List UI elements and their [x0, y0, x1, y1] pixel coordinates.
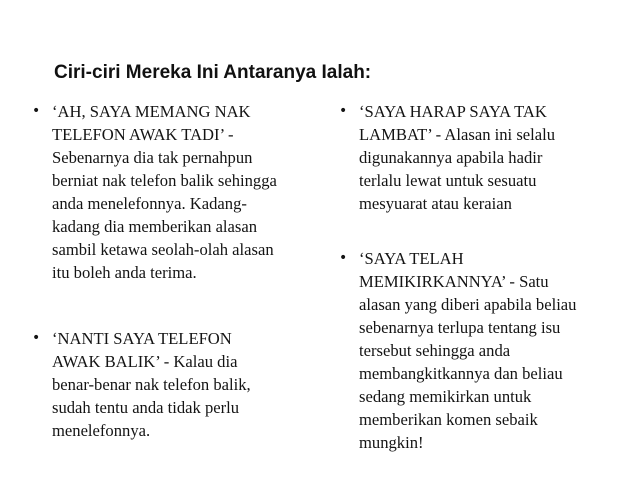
- bullet-text-line: memberikan komen sebaik: [359, 410, 538, 429]
- bullet-text-line: ‘NANTI SAYA TELEFON: [52, 329, 232, 348]
- bullet-item: [30, 100, 277, 284]
- bullet-text-line: TELEFON AWAK TADI’ -: [52, 125, 234, 144]
- bullet-text-line: MEMIKIRKANNYA’ - Satu: [359, 272, 549, 291]
- bullet-text-line: alasan yang diberi apabila beliau: [359, 295, 577, 314]
- bullet-text-line: Sebenarnya dia tak pernahpun: [52, 148, 253, 167]
- bullet-text-line: menelefonnya.: [52, 421, 151, 440]
- bullet-text-line: ‘SAYA TELAH: [359, 249, 464, 268]
- bullet-text-line: mungkin!: [359, 433, 424, 452]
- bullet-dot-icon: •: [32, 103, 41, 119]
- bullet-text-line: LAMBAT’ - Alasan ini selalu: [359, 125, 556, 144]
- bullet-item: [337, 100, 555, 215]
- bullet-text-line: benar-benar nak telefon balik,: [52, 375, 251, 394]
- bullet-text-line: mesyuarat atau keraian: [359, 194, 512, 213]
- bullet-text-line: berniat nak telefon balik sehingga: [52, 171, 277, 190]
- bullet-item: [337, 247, 576, 454]
- bullet-text-line: ‘AH, SAYA MEMANG NAK: [52, 102, 251, 121]
- bullet-text-line: AWAK BALIK’ - Kalau dia: [52, 352, 238, 371]
- bullet-text-line: terlalu lewat untuk sesuatu: [359, 171, 537, 190]
- bullet-text-line: anda menelefonnya. Kadang-: [52, 194, 247, 213]
- bullet-item: [30, 327, 251, 442]
- bullet-dot-icon: •: [339, 103, 348, 119]
- bullet-text-line: sudah tentu anda tidak perlu: [52, 398, 240, 417]
- bullet-text-line: sambil ketawa seolah-olah alasan: [52, 240, 274, 259]
- bullet-text-line: digunakannya apabila hadir: [359, 148, 543, 167]
- bullet-dot-icon: •: [339, 250, 348, 266]
- bullet-text-line: tersebut sehingga anda: [359, 341, 511, 360]
- bullet-text-line: sebenarnya terlupa tentang isu: [359, 318, 561, 337]
- bullet-text-line: itu boleh anda terima.: [52, 263, 197, 282]
- bullet-text-line: kadang dia memberikan alasan: [52, 217, 258, 236]
- bullet-text-line: ‘SAYA HARAP SAYA TAK: [359, 102, 547, 121]
- bullet-text-line: membangkitkannya dan beliau: [359, 364, 563, 383]
- bullet-text-line: sedang memikirkan untuk: [359, 387, 532, 406]
- slide-title: Ciri-ciri Mereka Ini Antaranya Ialah:: [54, 62, 372, 83]
- bullet-dot-icon: •: [32, 330, 41, 346]
